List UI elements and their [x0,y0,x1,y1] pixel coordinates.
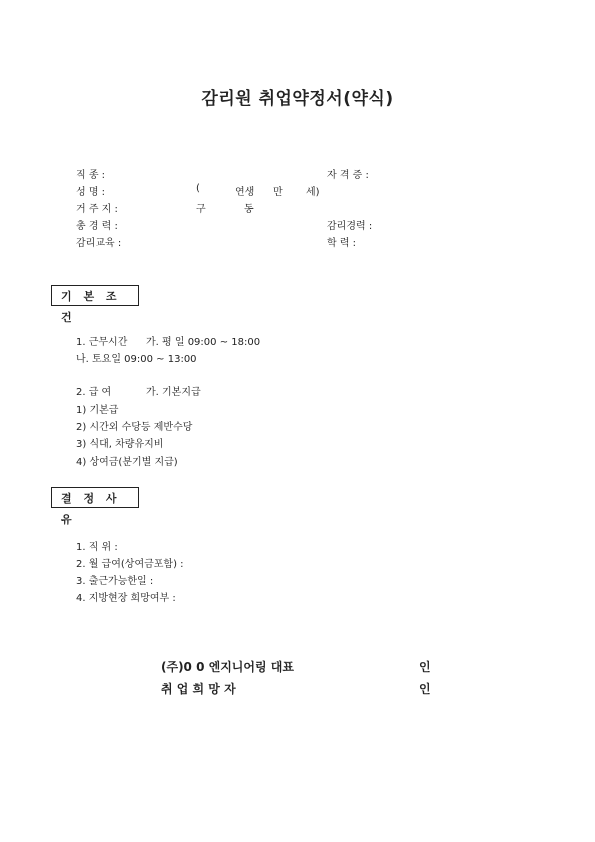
supervision-education-label: 감리교육 : [76,238,122,249]
decision-reasons-header: 결 정 사 유 [51,487,139,508]
salary-label: 2. 급 여 [76,387,112,398]
gu-label: 구 [196,204,206,215]
list-item: 2. 월 급여(상여금포함) : [76,559,184,570]
list-item: 3) 식대, 차량유지비 [76,439,164,450]
list-item: 4. 지방현장 희망여부 : [76,593,176,604]
list-item: 3. 출근가능한일 : [76,576,154,587]
list-item: 1) 기본급 [76,405,119,416]
applicant-seal-mark: 인 [419,682,431,696]
job-label: 직 종 : [76,170,106,181]
age-close-label: 세) [306,187,320,198]
work-hours-label: 1. 근무시간 [76,337,128,348]
education-label: 학 력 : [327,238,357,249]
list-item: 4) 상여금(분기별 지급) [76,457,178,468]
salary-basic: 가. 기본지급 [146,387,201,398]
age-open-paren: ( [196,183,200,194]
weekday-hours: 가. 평 일 09:00 ~ 18:00 [146,337,261,348]
document-title: 감리원 취업약정서(약식) [201,89,394,109]
basic-conditions-header: 기 본 조 건 [51,285,139,306]
saturday-hours: 나. 토요일 09:00 ~ 13:00 [76,354,197,365]
address-label: 거 주 지 : [76,204,118,215]
age-full-label: 만 [273,187,283,198]
supervision-career-label: 감리경력 : [327,221,373,232]
name-label: 성 명 : [76,187,106,198]
age-born-label: 연생 [235,187,255,198]
company-representative: (주)0 0 엔지니어링 대표 [161,660,294,674]
company-seal-mark: 인 [419,660,431,674]
qualification-label: 자 격 증 : [327,170,369,181]
applicant-label: 취 업 희 망 자 [161,682,236,696]
dong-label: 동 [244,204,254,215]
total-career-label: 총 경 력 : [76,221,118,232]
list-item: 1. 직 위 : [76,542,118,553]
list-item: 2) 시간외 수당등 제반수당 [76,422,193,433]
